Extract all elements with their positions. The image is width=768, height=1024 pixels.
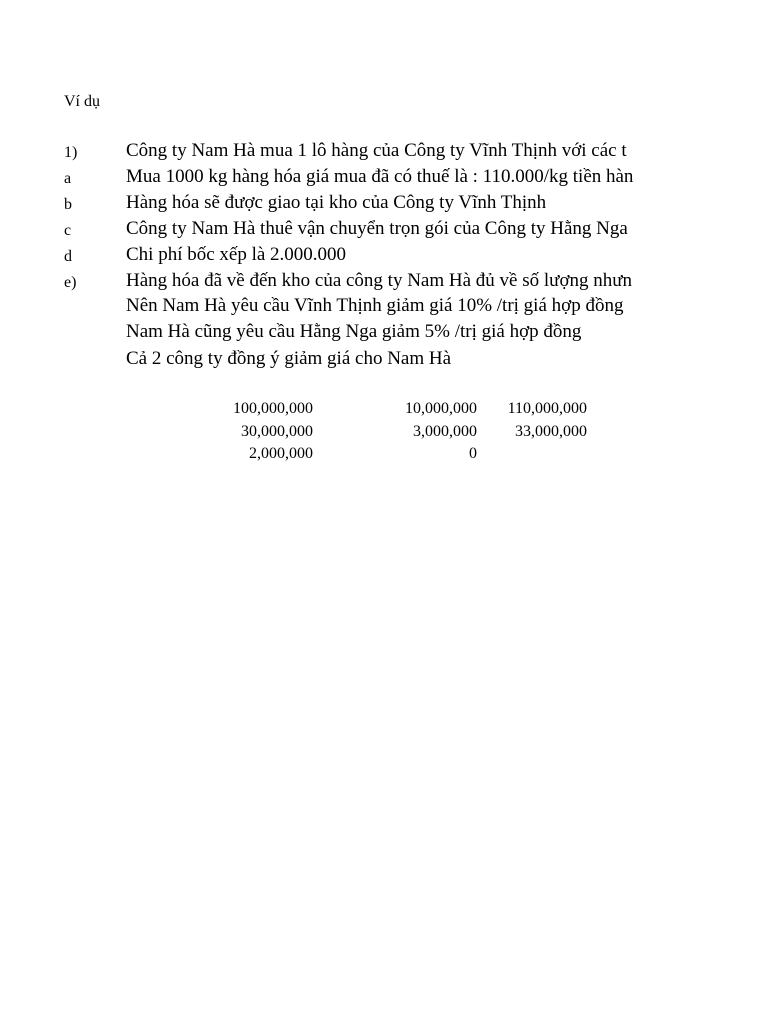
line-text: Nam Hà cũng yêu cầu Hằng Nga giảm 5% /trị giá hợp đồng (126, 321, 582, 342)
line-marker: d (64, 248, 72, 265)
line-text: Nên Nam Hà yêu cầu Vĩnh Thịnh giảm giá 10% /trị giá hợp đồng (126, 295, 624, 316)
problem-line (0, 139, 768, 165)
problem-line (0, 191, 768, 217)
number-cell: 10,000,000 (405, 400, 477, 417)
line-marker: 1) (64, 144, 78, 161)
problem-line (0, 269, 768, 295)
line-marker: a (64, 170, 72, 187)
line-text: Hàng hóa đã về đến kho của công ty Nam Hà đủ về số lượng nhưn (126, 270, 633, 291)
number-cell: 2,000,000 (249, 445, 313, 462)
number-cell: 110,000,000 (507, 400, 587, 417)
line-text: Chi phí bốc xếp là 2.000.000 (126, 244, 347, 265)
example-title: Ví dụ (64, 93, 100, 110)
line-marker: c (64, 222, 72, 239)
problem-line (0, 243, 768, 269)
line-marker: b (64, 196, 72, 213)
line-text: Mua 1000 kg hàng hóa giá mua đã có thuế là : 110.000/kg tiền hàn (126, 166, 634, 187)
problem-line (0, 320, 768, 346)
number-cell: 3,000,000 (413, 423, 477, 440)
number-cell: 30,000,000 (241, 423, 313, 440)
line-text: Công ty Nam Hà thuê vận chuyển trọn gói của Công ty Hằng Nga (126, 218, 628, 239)
line-text: Công ty Nam Hà mua 1 lô hàng của Công ty Vĩnh Thịnh với các t (126, 140, 627, 161)
line-marker: e) (64, 274, 77, 291)
number-cell: 100,000,000 (233, 400, 313, 417)
problem-line (0, 294, 768, 320)
problem-line (0, 165, 768, 191)
number-cell: 0 (469, 445, 477, 462)
number-cell: 33,000,000 (515, 423, 587, 440)
problem-line (0, 347, 768, 373)
line-text: Cả 2 công ty đồng ý giảm giá cho Nam Hà (126, 348, 452, 369)
line-text: Hàng hóa sẽ được giao tại kho của Công ty Vĩnh Thịnh (126, 192, 547, 213)
problem-line (0, 217, 768, 243)
